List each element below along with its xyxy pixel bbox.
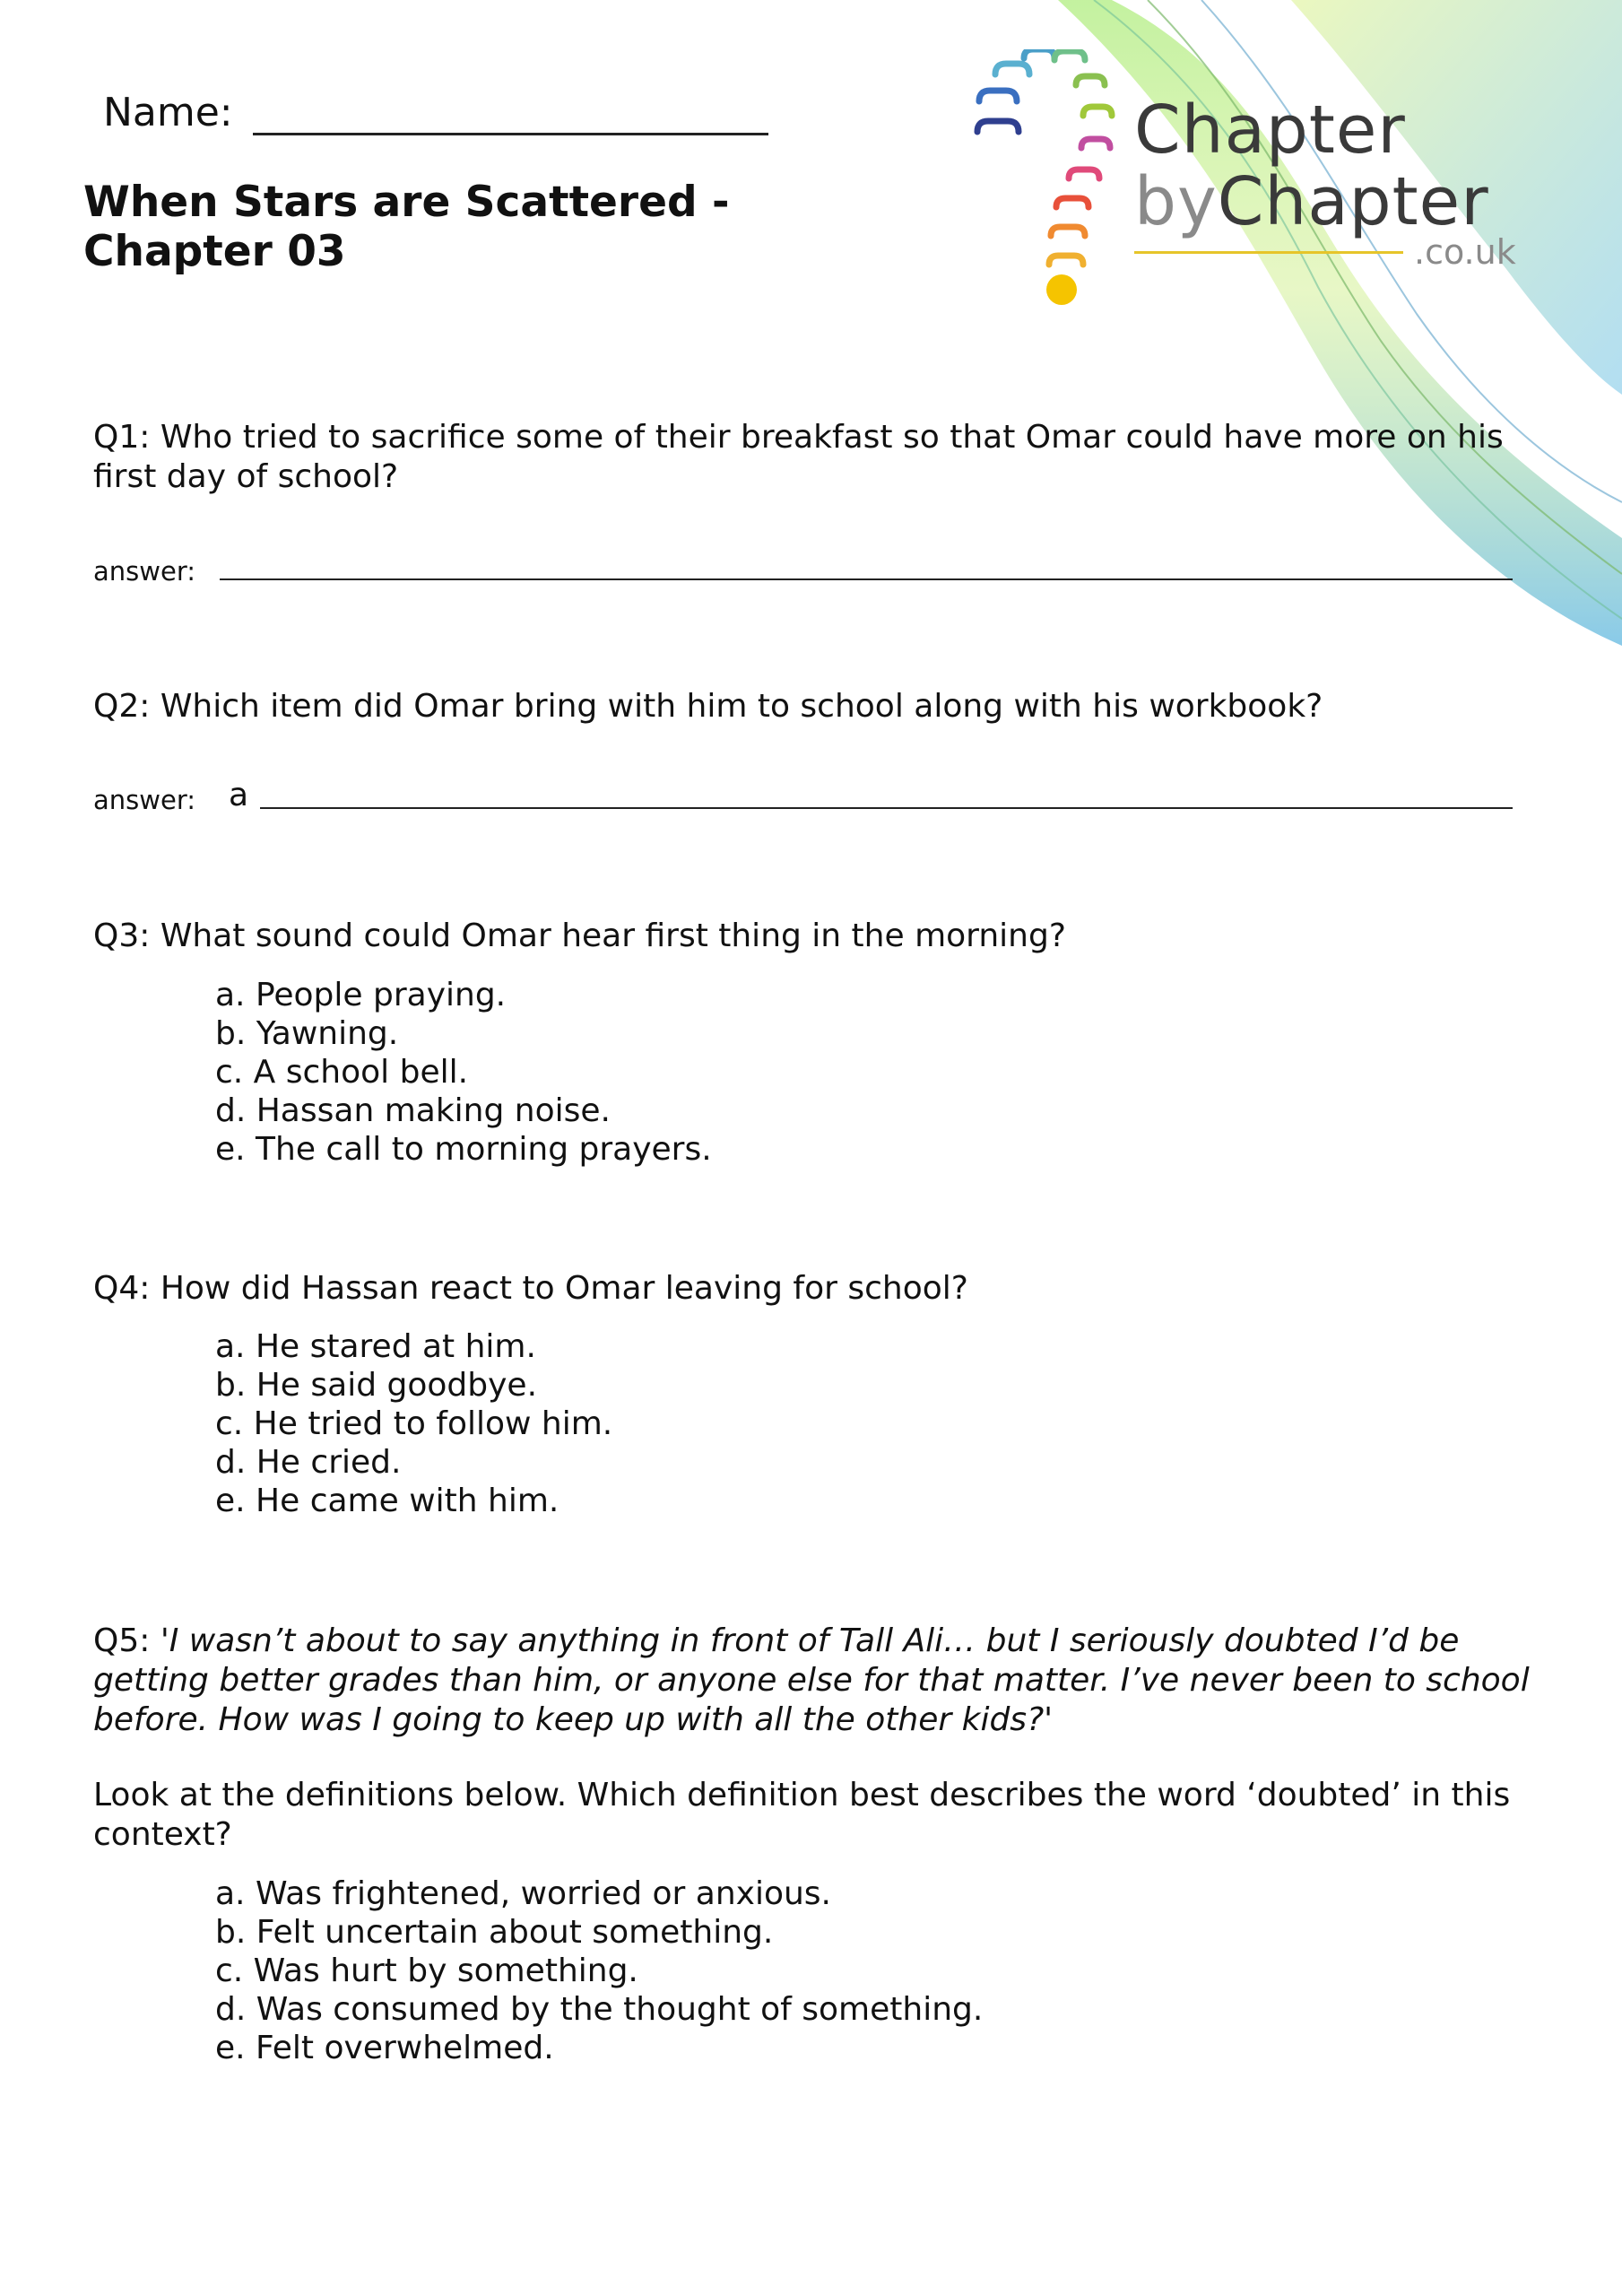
question-5-option-d[interactable]: d. Was consumed by the thought of something.	[215, 1991, 984, 2028]
name-line[interactable]	[253, 90, 768, 135]
worksheet-title: When Stars are Scattered - Chapter 03	[83, 178, 730, 276]
question-4-option-e[interactable]: e. He came with him.	[215, 1483, 559, 1519]
question-3-option-a[interactable]: a. People praying.	[215, 977, 507, 1013]
question-5-option-b[interactable]: b. Felt uncertain about something.	[215, 1914, 774, 1951]
logo-domain-row	[1134, 232, 1516, 272]
logo	[1134, 91, 1516, 272]
question-5-option-a[interactable]: a. Was frightened, worried or anxious.	[215, 1875, 831, 1912]
question-5-quote-block	[93, 1622, 1546, 1740]
logo-word-bychapter	[1134, 163, 1516, 240]
name-field[interactable]	[103, 90, 768, 135]
question-4-options	[215, 1327, 612, 1520]
question-2-text: Q2: Which item did Omar bring with him to school along with his workbook?	[93, 688, 1323, 725]
question-5-prompt: Look at the definitions below. Which definition best describes the word ‘doubted’ in this context?	[93, 1777, 1511, 1853]
question-2-answer-label: answer:	[93, 785, 196, 815]
question-4-text: Q4: How did Hassan react to Omar leaving for school?	[93, 1270, 968, 1307]
question-5-options	[215, 1874, 983, 2067]
question-1-answer-label: answer:	[93, 556, 196, 587]
question-3-options	[215, 976, 712, 1169]
question-3-option-d[interactable]: d. Hassan making noise.	[215, 1092, 611, 1129]
question-4-option-b[interactable]: b. He said goodbye.	[215, 1367, 538, 1404]
logo-word-by: by	[1134, 163, 1218, 240]
logo-book-arc-icon	[959, 49, 1139, 309]
logo-word-chapter-2: Chapter	[1217, 163, 1489, 240]
question-3-option-c[interactable]: c. A school bell.	[215, 1054, 469, 1091]
question-3-option-b[interactable]: b. Yawning.	[215, 1015, 399, 1052]
question-3-option-e[interactable]: e. The call to morning prayers.	[215, 1131, 712, 1168]
question-5-label: Q5:	[93, 1622, 151, 1659]
question-4-option-a[interactable]: a. He stared at him.	[215, 1328, 536, 1365]
question-2-answer-line[interactable]	[260, 807, 1513, 809]
question-1-text: Q1: Who tried to sacrifice some of their breakfast so that Omar could have more on his first day of school?	[93, 419, 1504, 495]
question-2-answer-prefix: a	[229, 777, 249, 813]
question-5-option-e[interactable]: e. Felt overwhelmed.	[215, 2030, 554, 2066]
question-3-text: Q3: What sound could Omar hear first thing in the morning?	[93, 918, 1066, 954]
question-4-option-c[interactable]: c. He tried to follow him.	[215, 1405, 613, 1442]
question-5-quote: 'I wasn’t about to say anything in front of Tall Ali… but I seriously doubted I’d be getting better grades than him, or anyone else for that matter. I’ve never been to school before. How was I going to keep up with all the other kids?'	[93, 1622, 1530, 1738]
logo-domain: .co.uk	[1414, 232, 1516, 272]
question-4-option-d[interactable]: d. He cried.	[215, 1444, 402, 1481]
name-label: Name:	[103, 90, 233, 135]
question-1-answer-line[interactable]	[220, 578, 1513, 580]
logo-rule	[1134, 251, 1403, 254]
logo-word-chapter: Chapter	[1134, 91, 1406, 169]
question-5-option-c[interactable]: c. Was hurt by something.	[215, 1952, 638, 1989]
